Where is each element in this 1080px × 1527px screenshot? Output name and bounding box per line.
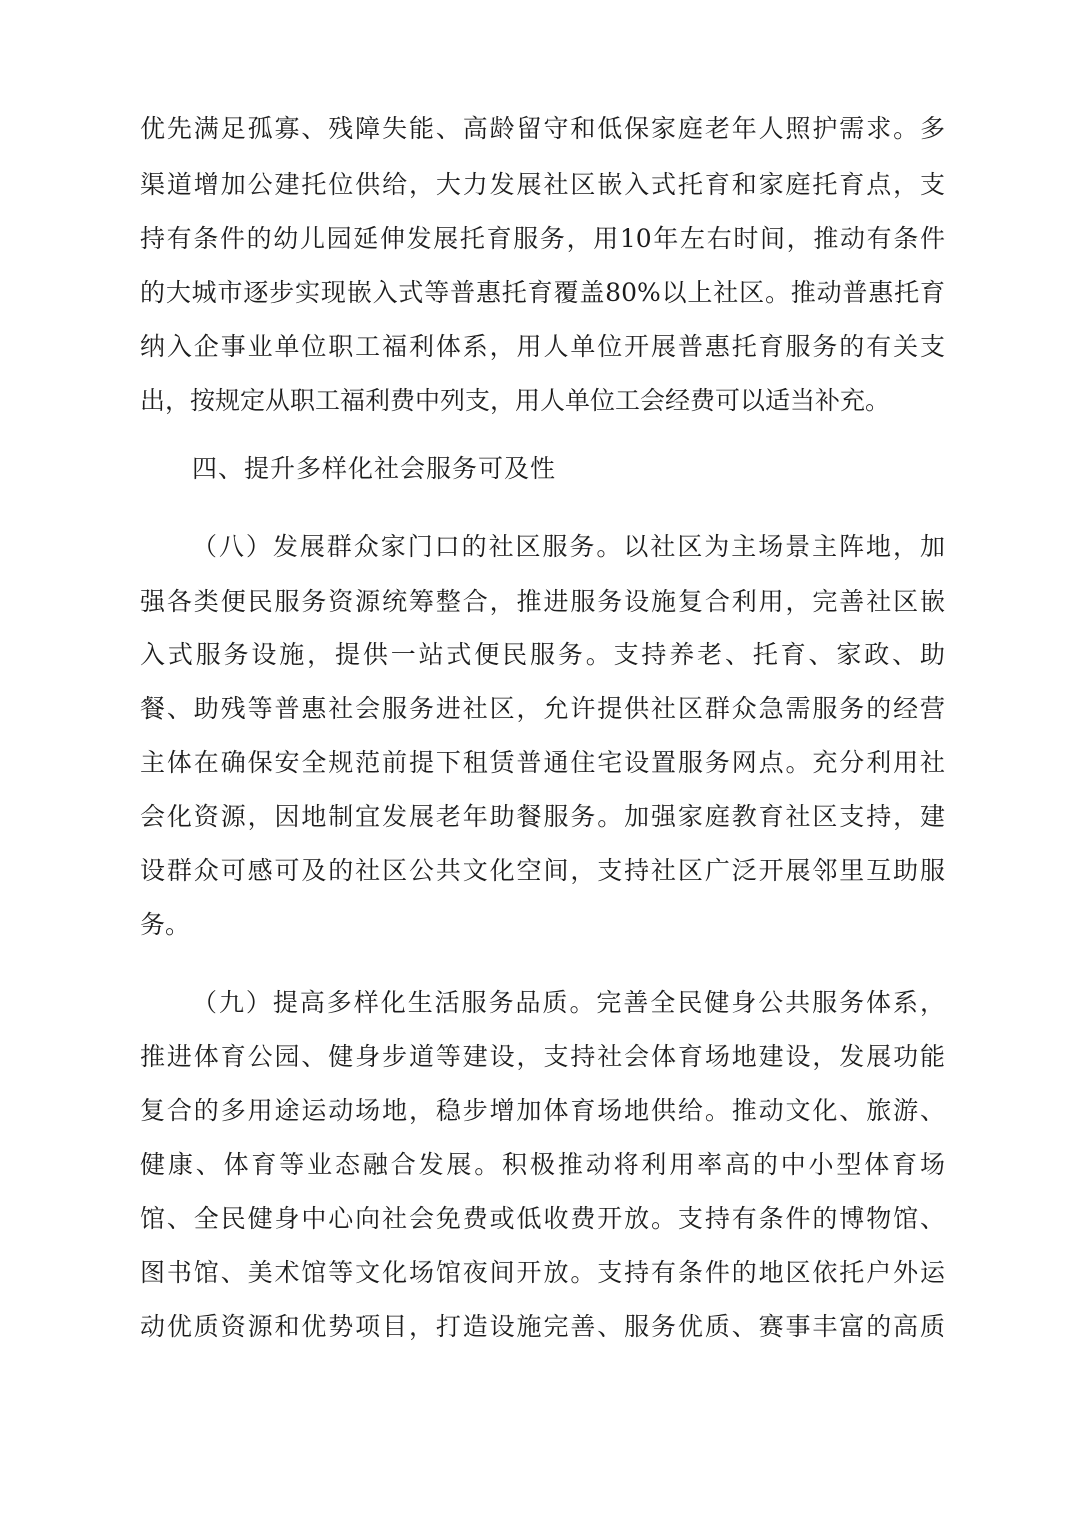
section-heading: 四、提升多样化社会服务可及性 xyxy=(192,454,557,483)
paragraph-line: 健康、体育等业态融合发展。积极推动将利用率高的中小型体育场 xyxy=(140,1150,945,1179)
paragraph-line: 优先满足孤寡、残障失能、高龄留守和低保家庭老年人照护需求。多 xyxy=(140,114,945,143)
paragraph-line: 的大城市逐步实现嵌入式等普惠托育覆盖80%以上社区。推动普惠托育 xyxy=(140,278,945,307)
paragraph-line: 持有条件的幼儿园延伸发展托育服务，用10年左右时间，推动有条件 xyxy=(140,224,945,253)
paragraph-line: （八）发展群众家门口的社区服务。以社区为主场景主阵地，加 xyxy=(192,532,945,561)
paragraph-line: 出，按规定从职工福利费中列支，用人单位工会经费可以适当补充。 xyxy=(140,386,891,415)
paragraph-line: 主体在确保安全规范前提下租赁普通住宅设置服务网点。充分利用社 xyxy=(140,748,945,777)
paragraph-line: 餐、助残等普惠社会服务进社区，允许提供社区群众急需服务的经营 xyxy=(140,694,945,723)
paragraph-line: 复合的多用途运动场地，稳步增加体育场地供给。推动文化、旅游、 xyxy=(140,1096,945,1125)
paragraph-line: 馆、全民健身中心向社会免费或低收费开放。支持有条件的博物馆、 xyxy=(140,1204,945,1233)
paragraph-line: 务。 xyxy=(140,910,191,939)
paragraph-line: 纳入企事业单位职工福利体系，用人单位开展普惠托育服务的有关支 xyxy=(140,332,945,361)
paragraph-line: 渠道增加公建托位供给，大力发展社区嵌入式托育和家庭托育点，支 xyxy=(140,170,945,199)
paragraph-line: 入式服务设施，提供一站式便民服务。支持养老、托育、家政、助 xyxy=(140,640,945,669)
paragraph-line: 强各类便民服务资源统筹整合，推进服务设施复合利用，完善社区嵌 xyxy=(140,587,945,616)
paragraph-line: 动优质资源和优势项目，打造设施完善、服务优质、赛事丰富的高质 xyxy=(140,1312,945,1341)
paragraph-line: 图书馆、美术馆等文化场馆夜间开放。支持有条件的地区依托户外运 xyxy=(140,1258,945,1287)
paragraph-line: 设群众可感可及的社区公共文化空间，支持社区广泛开展邻里互助服 xyxy=(140,856,945,885)
paragraph-line: 会化资源，因地制宜发展老年助餐服务。加强家庭教育社区支持，建 xyxy=(140,802,945,831)
paragraph-line: （九）提高多样化生活服务品质。完善全民健身公共服务体系， xyxy=(192,988,945,1017)
paragraph-line: 推进体育公园、健身步道等建设，支持社会体育场地建设，发展功能 xyxy=(140,1042,945,1071)
